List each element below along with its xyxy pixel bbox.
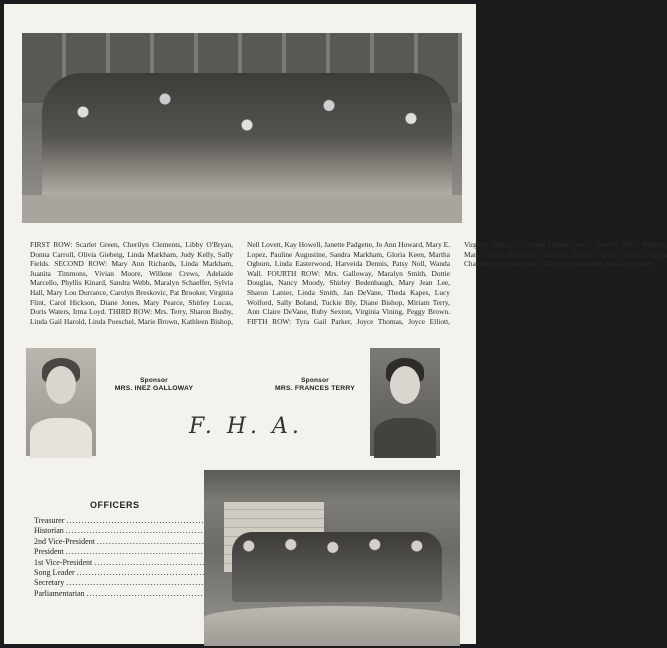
officer-role: Parliamentarian [34,588,85,598]
officer-row [34,526,194,536]
yearbook-page [4,4,667,644]
sponsor-portrait-terry [370,348,440,456]
sponsor-label-galloway [98,377,210,393]
officer-row [34,568,194,578]
planter-wall [204,606,460,646]
officer-role: Treasurer [34,516,65,525]
officer-role: 2nd Vice-President [34,536,95,546]
officer-row [34,547,194,557]
officer-row [34,578,194,588]
officers-photo [204,470,460,646]
group-photo [22,33,462,223]
group-photo-caption: FIRST ROW: Scarlet Green, Cherilyn Clements, Libby O'Bryan, Donna Carroll, Olivia Giebeig, Linda Markham, Judy Kelly, Sally Fields. SECOND ROW: Mary Ann Richards, Linda Markham, Juanita Timmons, Vivian Moore, Willene Crews, Adelaide Marcello, Phyllis Kinard, Sandra Webb, Maralyn Schaeffer, Sylvia Hall, Mary Lou Durrance, Carolyn Breskovic, Pat Brooker, Virginia Flint, Carol Hickson, Diane Jones, Mary Pearce, Shirley Lucas, Doris Waters, Irma Loyd. THIRD ROW: Mrs. Terry, Sharon Busby, Linda Gail Harold, Linda Poeschel, Marie Brown, Kathleen Bishop, Nell Lovett, Kay Howell, Janette Padgette, Jo Ann Howard, Mary E. Lopez, Pauline Augustine, Sandra Markham, Gloria Keen, Martha Ogburn, Linda Easterwood, Harveida Dennis, Patsy Noll, Wanda Wall. FOURTH ROW: Mrs. Galloway, Maralyn Smith, Dottie Douglas, Nancy Moody, Shirley Bedenbaugh, Mary Jean Lee, Sharon Lanier, Linda Smith, Jan DeVane, Theda Kapes, Lucy Wolford, Sally Boland, Tuckie Bly, Diane Bishop, Miriam Terry, Ann Claire DeVane, Ruby Sexton, Virginia Vining, Peggy Brown. FIFTH ROW: Tyra Gail Parker, Joyce Thomas, Joyce Elliott, Virginia Hogan, Charlotte Hunter, Susie Trowell, Mary Brittain, Mary Carol Halbrook, Carolyn Sadler, Shirley Steele, Linda Chamberlin, Susan Davis, Mary Ann Patterson, Barbara Powell. [30,240,667,326]
portrait-face [46,366,76,404]
officer-row [34,516,194,526]
officer-role: Secretary [34,578,65,588]
club-title: F. H. A. [189,414,303,439]
sponsor-name: MRS. INEZ GALLOWAY [114,385,194,392]
club-members-group [42,73,452,203]
officer-role: 1st Vice-President [34,557,93,567]
sponsor-role: Sponsor [301,377,329,384]
officers-group [232,532,442,602]
officer-role: Historian [34,526,64,536]
ground [22,195,462,223]
sponsor-label-terry [256,377,374,393]
portrait-shoulders [374,418,436,458]
sponsor-name: MRS. FRANCES TERRY [274,385,355,392]
sponsor-role: Sponsor [140,377,168,384]
officers-heading: OFFICERS [90,500,140,510]
officer-role: Song Leader [34,568,75,578]
officer-row [34,589,194,599]
officer-role: President [34,547,64,557]
officers-list [34,516,194,599]
officer-row [34,537,194,547]
portrait-face [390,366,420,404]
building-roof [204,470,460,502]
portrait-shoulders [30,418,92,458]
officer-row [34,558,194,568]
sponsor-portrait-galloway [26,348,96,456]
